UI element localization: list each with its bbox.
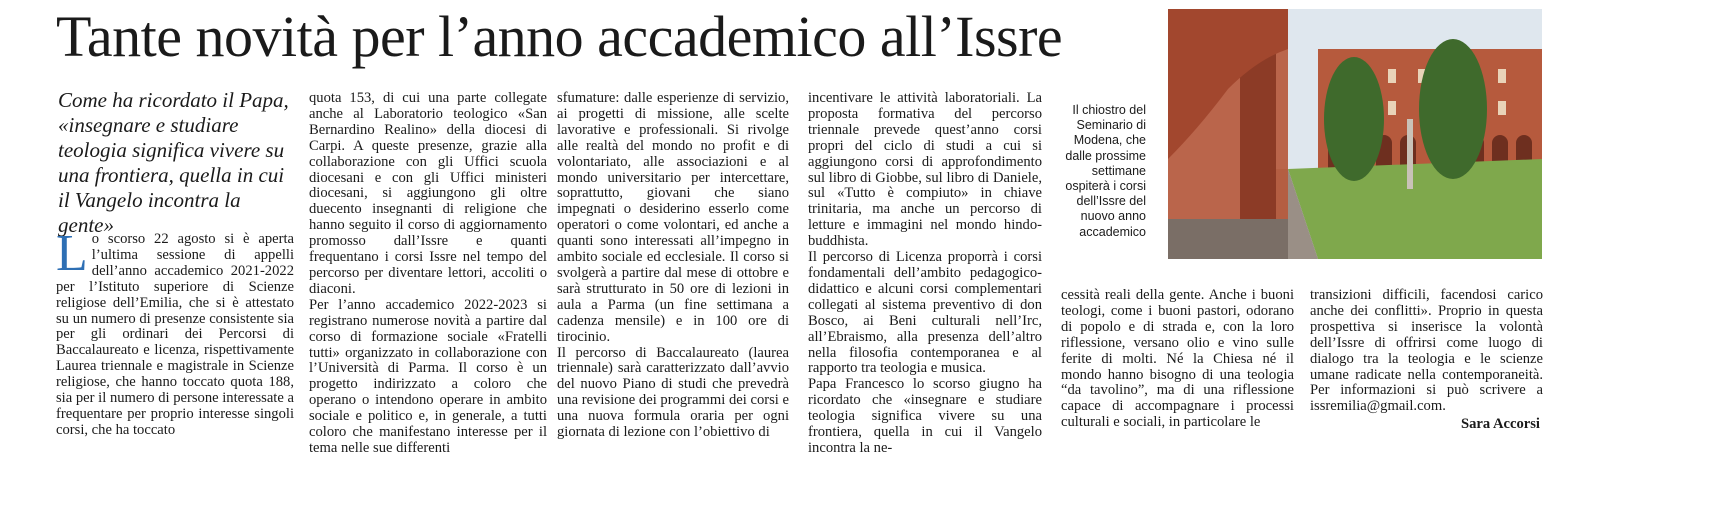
tree-left xyxy=(1324,57,1384,181)
lead-text: o scorso 22 agosto si è aperta l’ultima sessione di appelli dell’anno accademico 2021-2022 per l’Istituto superiore di Scienze religiose dell’Emilia, che si è attestato su un numero di presenze consistente sia per gli ordinari dei Percorsi di Baccalaureato e licenza, rispettivamente Laurea triennale e magistrale in Scienze religiose, che hanno toccato quota 188, sia per il numero di persone interessate a frequentare per proprio interesse singoli corsi, che ha toccato xyxy=(56,231,294,438)
paragraph: Il percorso di Baccalaureato (laurea triennale) sarà caratterizzato dall’avvio del nuovo Piano di studi che prevedrà una revisione dei programmi dei corsi e una nuova formula oraria per ogni giornata di lezione con l’obiettivo di xyxy=(557,344,789,441)
article-column-6 xyxy=(1310,288,1543,415)
portico-floor xyxy=(1168,219,1288,259)
article-column-1 xyxy=(56,225,294,439)
lawn xyxy=(1288,159,1542,259)
paragraph: Il percorso di Licenza proporrà i corsi fondamentali dell’ambito pedagogico-didattico e alcuni corsi complementari collegati al sistema preventivo di don Bosco, ai Beni culturali nell’Irc, all’Ebraismo, alla presenza dell’altro nella filosofia contemporanea e al rapporto tra teologia e musica. xyxy=(808,249,1042,377)
paragraph: quota 153, di cui una parte collegate anche al Laboratorio teologico «San Bernardino Realino» della diocesi di Carpi. A queste presenze, grazie alla collaborazione con gli Uffici scuola diocesani e con gli Uffici ministeri diocesani, si aggiungono gli oltre duecento insegnanti di religione che hanno seguito il corso di aggiornamento promosso dall’Issre e quanti frequentano i corsi Issre nel tempo del percorso per diventare lettori, accoliti o diaconi. xyxy=(309,90,547,297)
photo-caption: Il chiostro del Seminario di Modena, che dalle prossime settimane ospiterà i corsi dell’Issre del nuovo anno accademico xyxy=(1065,103,1146,239)
byline: Sara Accorsi xyxy=(1460,416,1540,432)
paragraph: cessità reali della gente. Anche i buoni teologi, come i buoni pastori, odorano di popolo e di strada e, con la loro riflessione, versano olio e vino sulle ferite di molti. Né la Chiesa né il mondo hanno bisogno di una teologia “da tavolino”, ma di una riflessione capace di accompagnare i processi culturali e sociali, in particolare le xyxy=(1061,287,1294,431)
headline: Tante novità per l’anno accademico all’Issre xyxy=(56,4,1063,69)
intro-summary: Come ha ricordato il Papa, «insegnare e studiare teologia significa vivere su una frontiera, quella in cui il Vangelo incontra la gente» xyxy=(58,88,289,237)
article-column-3 xyxy=(557,91,789,441)
paragraph: transizioni difficili, facendosi carico anche dei conflitti». Proprio in questa prospettiva si inserisce la volontà dell’Issre di offrirsi come luogo di dialogo tra la teologia e le scienze umane radicate nella contemporaneità. Per informazioni si può scrivere a issremilia@gmail.com. xyxy=(1310,287,1543,415)
article-column-4 xyxy=(808,91,1042,457)
paragraph: Papa Francesco lo scorso giugno ha ricordato che «insegnare e studiare teologia significa vivere su una frontiera, quella in cui il Vangelo incontra la ne- xyxy=(808,376,1042,456)
cloister-photo xyxy=(1168,9,1542,259)
paragraph: incentivare le attività laboratoriali. La proposta formativa del percorso triennale prevede quest’anno corsi propri del ciclo di studi a cui si aggiungono corsi di approfondimento sul libro di Giobbe, sul libro di Daniele, sul «Tutto è compiuto» in chiave trinitaria, ma anche un percorso di letture e immagini nel mondo hindo-buddhista. xyxy=(808,90,1042,250)
paragraph: sfumature: dalle esperienze di servizio, ai progetti di missione, alle scelte lavorative e professionali. Si rivolge alle realtà del mondo no profit e di volontariato, alle associazioni e al mondo universitario per intercettare, soprattutto, giovani che siano impegnati o desiderino esserlo come operatori o come volontari, ed anche a quanti sono interessati all’impegno in ambito sociale ed ecclesiale. Il corso si svolgerà a partire dal mese di ottobre e sarà strutturato in 50 ore di lezioni in aula a Parma (un fine settimana a cadenza mensile) e in 100 ore di tirocinio. xyxy=(557,90,789,345)
article-column-2 xyxy=(309,91,547,457)
lead-paragraph xyxy=(56,225,294,439)
column-statue xyxy=(1407,119,1413,189)
drop-cap: L xyxy=(56,225,88,282)
article-column-5 xyxy=(1061,288,1294,431)
cloister-illustration xyxy=(1168,9,1542,259)
paragraph: Per l’anno accademico 2022-2023 si registrano numerose novità a partire dal corso di formazione sociale «Fratelli tutti» organizzato in collaborazione con l’Università di Parma. Il corso è un progetto indirizzato a coloro che operano o intendono operare in ambito sociale e politico e, in generale, a tutti coloro che manifestano interesse per il tema nelle sue differenti xyxy=(309,296,547,456)
tree-right xyxy=(1419,39,1487,179)
